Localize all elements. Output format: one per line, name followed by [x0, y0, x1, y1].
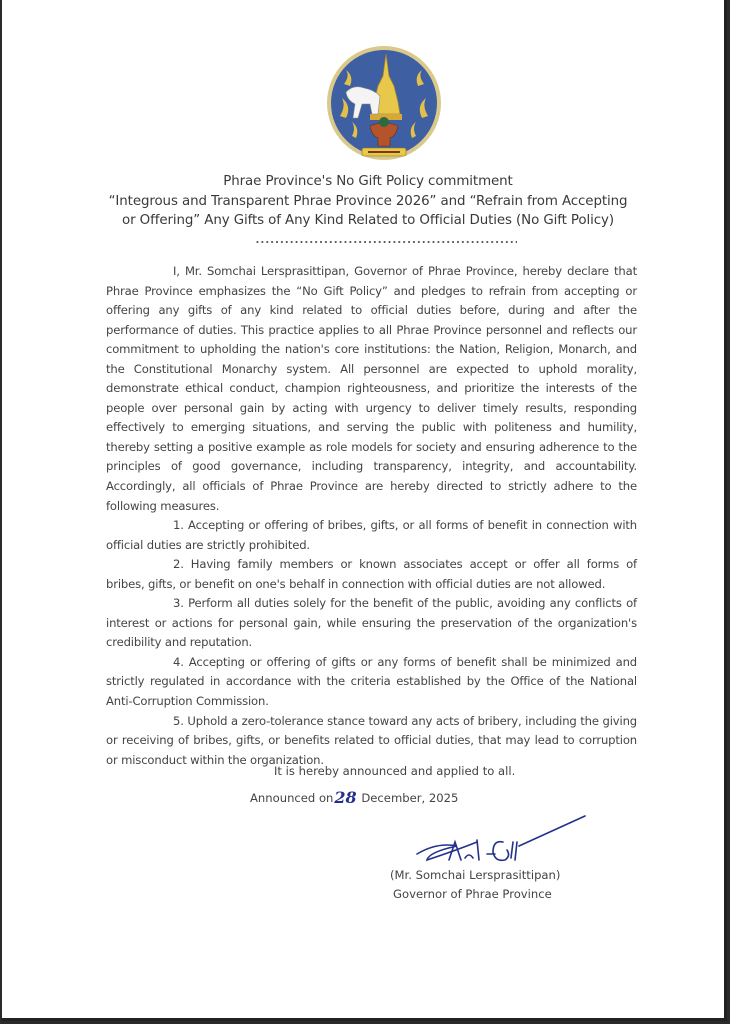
announced-prefix: Announced on — [250, 791, 334, 805]
phrae-province-seal-icon — [326, 44, 442, 162]
title-line-3: or Offering” Any Gifts of Any Kind Related to Official Duties (No Gift Policy) — [122, 213, 614, 228]
intro-paragraph: I, Mr. Somchai Lersprasittipan, Governor of Phrae Province, hereby declare that Phrae Province emphasizes the “No Gift Policy” and pledges to refrain from accepting or offering any gifts of any kind related to official duties before, during and after the performance of duties. This practice applies to all Phrae Province personnel and reflects our commitment to upholding the nation's core institutions: the Nation, Religion, Monarch, and the Constitutional Monarchy system. All personnel are expected to uphold morality, demonstrate ethical conduct, champion righteousness, and prioritize the interests of the people over personal gain by acting with urgency to deliver timely results, responding effectively to emerging situations, and serving the public with politeness and humility, thereby setting a positive example as role models for society and ensuring adherence to the principles of good governance, including transparency, integrity, and accountability. Accordingly, all officials of Phrae Province are hereby directed to strictly adhere to the following measures. — [106, 264, 637, 513]
announcement-date — [250, 788, 458, 807]
dotted-divider — [255, 239, 517, 245]
document-body — [106, 262, 637, 770]
document-page — [2, 0, 727, 1021]
closing-statement: It is hereby announced and applied to all. — [274, 764, 516, 778]
signature-stroke — [417, 816, 585, 860]
measure-item: 3. Perform all duties solely for the benefit of the public, avoiding any conflicts of interest or actions for personal gain, while ensuring the preservation of the organization's credibility and reputation. — [106, 596, 637, 650]
measure-item: 4. Accepting or offering of gifts or any forms of benefit shall be minimized and strictly regulated in accordance with the criteria established by the Office of the National Anti-Corruption Commission. — [106, 654, 637, 709]
signatory-name: (Mr. Somchai Lersprasittipan) — [390, 868, 561, 882]
signatory-title: Governor of Phrae Province — [393, 887, 552, 901]
seal-garuda-head — [379, 117, 389, 127]
governor-signature-icon — [407, 810, 587, 870]
title-line-1: Phrae Province's No Gift Policy commitment — [223, 174, 513, 189]
measure-item: 2. Having family members or known associates accept or offer all forms of bribes, gifts, or benefit on one's behalf in connection with official duties are not allowed. — [106, 557, 637, 591]
announced-suffix: December, 2025 — [361, 791, 459, 805]
announced-day: 28 — [334, 788, 357, 807]
measure-item: 1. Accepting or offering of bribes, gifts, or all forms of benefit in connection with official duties are strictly prohibited. — [106, 518, 637, 552]
seal-banner-text — [368, 151, 400, 153]
document-title — [62, 172, 674, 231]
measure-item: 5. Uphold a zero-tolerance stance toward any acts of bribery, including the giving or receiving of bribes, gifts, or benefits related to official duties, that may lead to corruption or misconduct within the organization. — [106, 713, 637, 767]
title-line-2: “Integrous and Transparent Phrae Province 2026” and “Refrain from Accepting — [108, 193, 628, 209]
